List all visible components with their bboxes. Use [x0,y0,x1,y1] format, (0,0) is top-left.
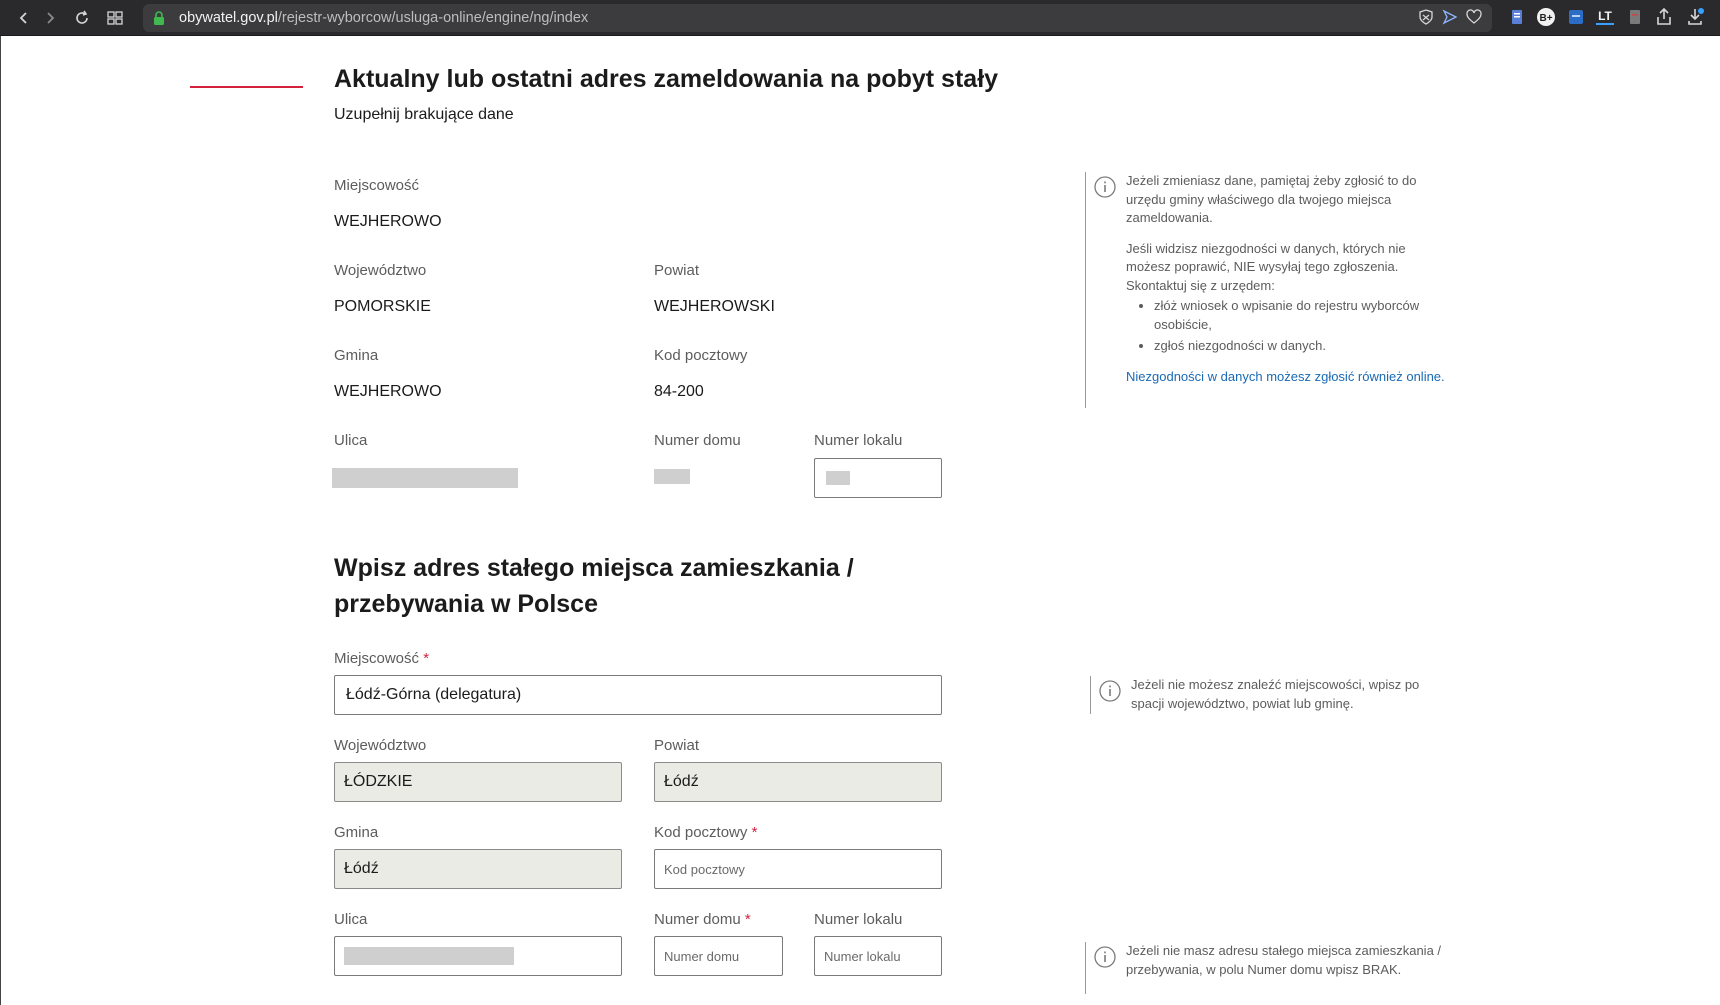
kod-pocztowy-placeholder: Kod pocztowy [664,861,745,877]
info-change-text: Jeżeli zmieniasz dane, pamiętaj żeby zgłosić to do urzędu gminy właściwego dla twojego miejsca zameldowania. [1126,173,1417,225]
lock-icon [153,11,165,30]
miejscowosc2-label [334,650,429,667]
numer-lokalu-placeholder: Numer lokalu [824,948,901,964]
numer-lokalu2-label: Numer lokalu [814,911,903,928]
info-icon [1094,176,1116,204]
gmina2-label: Gmina [334,824,379,841]
window-border [0,36,1,1005]
gmina-label: Gmina [334,347,379,364]
numer-domu2-label-text: Numer domu [654,911,741,928]
miejscowosc-value: WEJHEROWO [334,213,442,230]
url-path: /rejestr-wyborcow/usluga-online/engine/ng/index [277,10,589,26]
share-icon[interactable] [1654,7,1674,27]
shield-icon[interactable] [1418,9,1434,30]
wojewodztwo-value: POMORSKIE [334,298,431,315]
powiat-label: Powiat [654,262,700,279]
numer-domu-label: Numer domu [654,432,741,449]
wojewodztwo2-label: Województwo [334,737,427,754]
wojewodztwo-input-value: ŁÓDZKIE [344,773,413,790]
browser-toolbar [0,0,1720,36]
section2-title: Wpisz adres stałego miejsca zamieszkania / przebywania w Polsce [334,554,854,618]
info-bullet-1: • złóż wniosek o wpisanie do rejestru wyborców osobiście, [1154,297,1446,334]
miejscowosc-info-text: Jeżeli nie możesz znaleźć miejscowości, wpisz po spacji województwo, powiat lub gminę. [1131,677,1420,711]
gmina-input [334,849,622,889]
numer-domu-redacted-value [654,469,690,484]
kod-pocztowy-label: Kod pocztowy [654,347,748,364]
miejscowosc-input[interactable] [334,675,942,715]
report-online-link[interactable]: Niezgodności w danych możesz zgłosić również online. [1126,368,1445,384]
info-bullet-2: • zgłoś niezgodności w danych. [1154,337,1446,356]
numer-domu2-label [654,911,751,928]
ext-badge-text: B+ [1539,13,1553,24]
powiat-input-value: Łódź [664,773,699,790]
wojewodztwo-input [334,762,622,802]
address-bar[interactable] [143,4,1492,32]
tabs-grid-icon[interactable] [103,6,127,30]
required-mark: * [744,911,751,928]
kod-pocztowy2-label-text: Kod pocztowy [654,824,748,841]
ext-lt-text: LT [1598,9,1612,23]
info-mismatch-text: Jeśli widzisz niezgodności w danych, których nie możesz poprawić, NIE wysyłaj tego zgłoszenia. Skontaktuj się z urzędem: [1126,240,1406,293]
reload-icon[interactable] [70,6,94,30]
required-mark: * [751,824,758,841]
numer-lokalu2-input[interactable] [814,936,942,976]
powiat-input [654,762,942,802]
miejscowosc2-label-text: Miejscowość [334,650,420,667]
extension-languagetool-icon[interactable] [1594,7,1614,27]
info-bullet-list [1154,297,1446,356]
back-icon[interactable] [12,6,36,30]
section-accent-line [190,86,303,88]
miejscowosc-info-panel [1090,676,1450,714]
kod-pocztowy-value: 84-200 [654,383,704,400]
url-text [179,10,588,26]
info-icon [1099,680,1121,708]
miejscowosc-label: Miejscowość [334,177,420,194]
gmina-input-value: Łódź [344,860,379,877]
numer-lokalu-label: Numer lokalu [814,432,903,449]
ulica-redacted-value [332,468,518,488]
extension-translate-icon[interactable] [1566,7,1586,27]
ulica2-label: Ulica [334,911,368,928]
miejscowosc-input-value: Łódź-Górna (delegatura) [346,686,522,703]
numer-domu-info-panel [1085,942,1465,994]
info-icon [1094,946,1116,974]
wojewodztwo-label: Województwo [334,262,427,279]
numer-domu-input[interactable] [654,936,783,976]
heart-icon[interactable] [1466,9,1482,30]
numer-domu-info-text: Jeżeli nie masz adresu stałego miejsca zamieszkania / przebywania, w polu Numer domu wpisz BRAK. [1126,943,1442,977]
send-icon[interactable] [1442,9,1458,30]
ulica-label: Ulica [334,432,368,449]
section1-subtitle: Uzupełnij brakujące dane [334,106,514,123]
numer-lokalu-input[interactable] [814,458,942,498]
section1-info-panel [1085,172,1445,408]
powiat-value: WEJHEROWSKI [654,298,775,315]
extension-doc-icon[interactable] [1625,7,1645,27]
url-domain: obywatel.gov.pl [179,10,278,26]
ulica-input[interactable] [334,936,622,976]
section1-title: Aktualny lub ostatni adres zameldowania na pobyt stały [334,65,999,93]
kod-pocztowy2-label [654,824,757,841]
forward-icon[interactable] [38,6,62,30]
extension-bplus-icon[interactable] [1536,7,1556,27]
numer-lokalu-redacted-value [826,471,850,485]
numer-domu-placeholder: Numer domu [664,948,740,964]
download-icon[interactable] [1685,7,1705,27]
extension-clipboard-icon[interactable] [1507,7,1527,27]
required-mark: * [423,650,430,667]
kod-pocztowy-input[interactable] [654,849,942,889]
ulica-input-redacted-value [344,947,514,965]
powiat2-label: Powiat [654,737,700,754]
gmina-value: WEJHEROWO [334,383,442,400]
